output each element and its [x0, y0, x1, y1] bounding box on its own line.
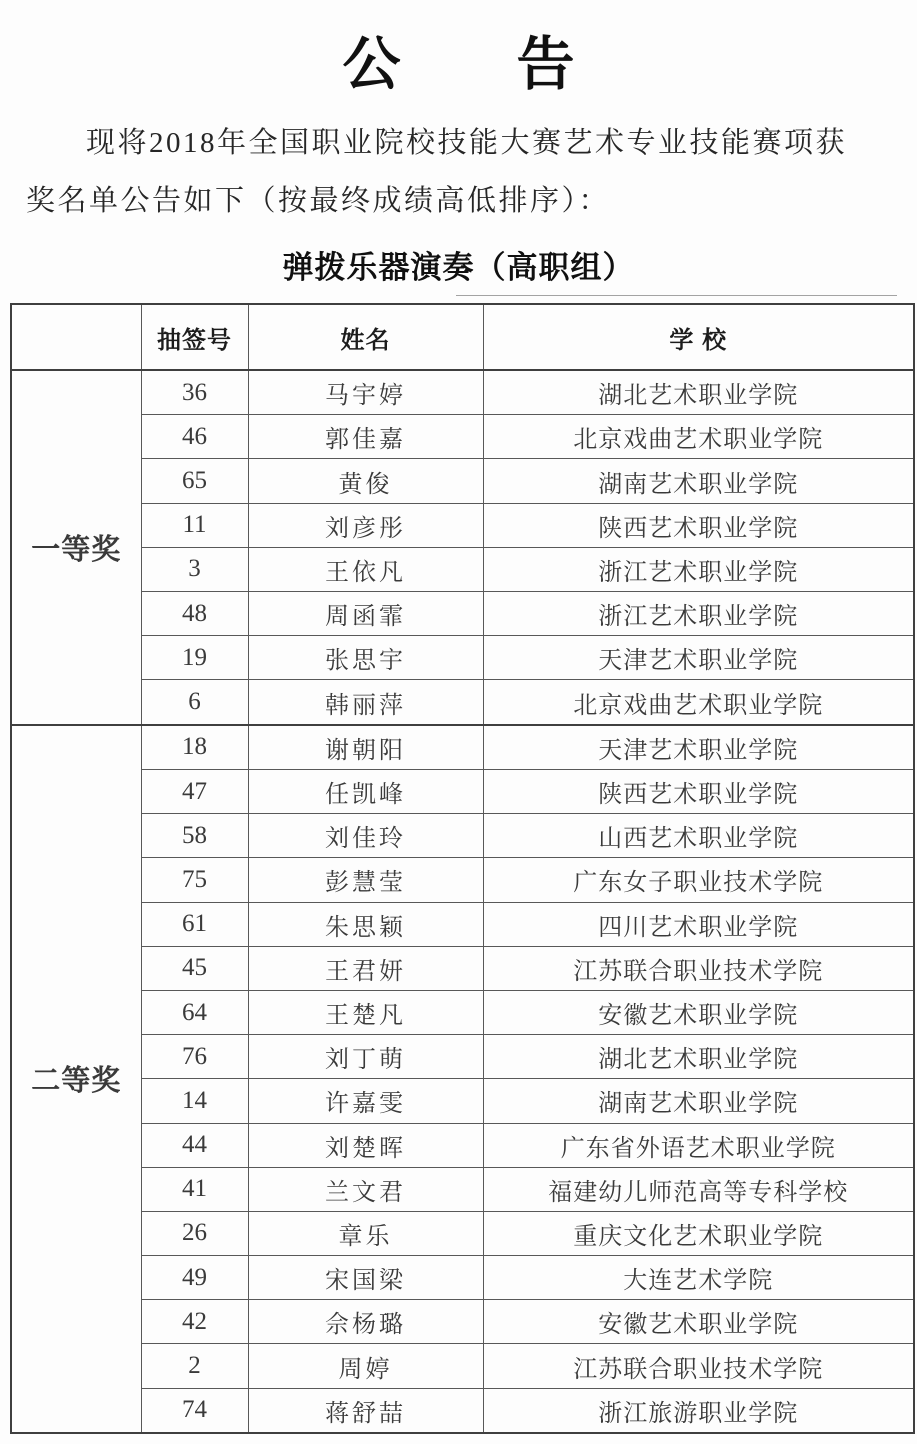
- header-draw-no: 抽签号: [141, 304, 248, 370]
- table-row: [11, 680, 914, 725]
- name-cell: 郭佳嘉: [248, 415, 483, 459]
- draw-no-cell: 44: [141, 1123, 248, 1167]
- school-cell: 广东省外语艺术职业学院: [483, 1123, 914, 1167]
- name-cell: 任凯峰: [248, 770, 483, 814]
- name-cell: 韩丽萍: [248, 680, 483, 725]
- intro-line-2: 奖名单公告如下（按最终成绩高低排序）：: [26, 185, 611, 217]
- draw-no-cell: 41: [141, 1167, 248, 1211]
- draw-no-cell: 45: [141, 946, 248, 990]
- school-cell: 山西艺术职业学院: [483, 814, 914, 858]
- draw-no-cell: 47: [141, 770, 248, 814]
- school-cell: 大连艺术学院: [483, 1256, 914, 1300]
- draw-no-cell: 26: [141, 1211, 248, 1255]
- school-cell: 北京戏曲艺术职业学院: [483, 680, 914, 725]
- table-row: [11, 1035, 914, 1079]
- school-cell: 天津艺术职业学院: [483, 725, 914, 770]
- table-row: [11, 547, 914, 591]
- name-cell: 王楚凡: [248, 990, 483, 1034]
- header-group-cell: [11, 304, 141, 370]
- name-cell: 周婷: [248, 1344, 483, 1388]
- name-cell: 章乐: [248, 1211, 483, 1255]
- draw-no-cell: 36: [141, 370, 248, 415]
- school-cell: 北京戏曲艺术职业学院: [483, 415, 914, 459]
- school-cell: 广东女子职业技术学院: [483, 858, 914, 902]
- school-cell: 浙江旅游职业学院: [483, 1388, 914, 1433]
- school-cell: 湖南艺术职业学院: [483, 1079, 914, 1123]
- name-cell: 彭慧莹: [248, 858, 483, 902]
- name-cell: 许嘉雯: [248, 1079, 483, 1123]
- name-cell: 马宇婷: [248, 370, 483, 415]
- draw-no-cell: 11: [141, 503, 248, 547]
- school-cell: 湖北艺术职业学院: [483, 370, 914, 415]
- school-cell: 重庆文化艺术职业学院: [483, 1211, 914, 1255]
- table-header-row: [11, 304, 914, 370]
- name-cell: 张思宇: [248, 636, 483, 680]
- name-cell: 刘彦彤: [248, 503, 483, 547]
- name-cell: 宋国梁: [248, 1256, 483, 1300]
- draw-no-cell: 46: [141, 415, 248, 459]
- school-cell: 四川艺术职业学院: [483, 902, 914, 946]
- draw-no-cell: 48: [141, 592, 248, 636]
- draw-no-cell: 65: [141, 459, 248, 503]
- school-cell: 江苏联合职业技术学院: [483, 946, 914, 990]
- table-row: [11, 592, 914, 636]
- section-title: 弹拨乐器演奏（高职组）: [282, 250, 635, 285]
- table-row: [11, 1256, 914, 1300]
- draw-no-cell: 14: [141, 1079, 248, 1123]
- award-group-first-prize: 一等奖: [11, 370, 141, 725]
- table-row: [11, 770, 914, 814]
- school-cell: 浙江艺术职业学院: [483, 592, 914, 636]
- name-cell: 王君妍: [248, 946, 483, 990]
- name-cell: 刘楚晖: [248, 1123, 483, 1167]
- intro-line-1: 现将2018年全国职业院校技能大赛艺术专业技能赛项获: [86, 127, 848, 159]
- name-cell: 王依凡: [248, 547, 483, 591]
- school-cell: 天津艺术职业学院: [483, 636, 914, 680]
- school-cell: 陕西艺术职业学院: [483, 503, 914, 547]
- draw-no-cell: 61: [141, 902, 248, 946]
- table-row: [11, 858, 914, 902]
- table-row: [11, 902, 914, 946]
- draw-no-cell: 49: [141, 1256, 248, 1300]
- name-cell: 黄俊: [248, 459, 483, 503]
- table-row: [11, 1388, 914, 1433]
- table-row: [11, 636, 914, 680]
- name-cell: 周函霏: [248, 592, 483, 636]
- table-row: [11, 1344, 914, 1388]
- draw-no-cell: 18: [141, 725, 248, 770]
- table-row: [11, 1300, 914, 1344]
- table-row: [11, 946, 914, 990]
- header-school: 学 校: [483, 304, 914, 370]
- name-cell: 刘佳玲: [248, 814, 483, 858]
- school-cell: 湖北艺术职业学院: [483, 1035, 914, 1079]
- table-row: [11, 370, 914, 415]
- announcement-title: 公 告: [342, 32, 575, 97]
- name-cell: 蒋舒喆: [248, 1388, 483, 1433]
- name-cell: 佘杨璐: [248, 1300, 483, 1344]
- school-cell: 安徽艺术职业学院: [483, 990, 914, 1034]
- draw-no-cell: 74: [141, 1388, 248, 1433]
- school-cell: 湖南艺术职业学院: [483, 459, 914, 503]
- table-row: [11, 725, 914, 770]
- draw-no-cell: 64: [141, 990, 248, 1034]
- name-cell: 朱思颖: [248, 902, 483, 946]
- table-row: [11, 1123, 914, 1167]
- table-row: [11, 1211, 914, 1255]
- draw-no-cell: 19: [141, 636, 248, 680]
- draw-no-cell: 58: [141, 814, 248, 858]
- school-cell: 江苏联合职业技术学院: [483, 1344, 914, 1388]
- table-row: [11, 415, 914, 459]
- name-cell: 谢朝阳: [248, 725, 483, 770]
- award-group-second-prize: 二等奖: [11, 725, 141, 1433]
- horizontal-rule: [456, 295, 897, 296]
- table-row: [11, 1079, 914, 1123]
- school-cell: 陕西艺术职业学院: [483, 770, 914, 814]
- draw-no-cell: 2: [141, 1344, 248, 1388]
- table-row: [11, 814, 914, 858]
- header-name: 姓名: [248, 304, 483, 370]
- draw-no-cell: 3: [141, 547, 248, 591]
- table-row: [11, 990, 914, 1034]
- award-winners-table: [10, 303, 915, 1434]
- school-cell: 浙江艺术职业学院: [483, 547, 914, 591]
- name-cell: 兰文君: [248, 1167, 483, 1211]
- draw-no-cell: 42: [141, 1300, 248, 1344]
- school-cell: 安徽艺术职业学院: [483, 1300, 914, 1344]
- name-cell: 刘丁萌: [248, 1035, 483, 1079]
- draw-no-cell: 76: [141, 1035, 248, 1079]
- draw-no-cell: 75: [141, 858, 248, 902]
- table-row: [11, 1167, 914, 1211]
- school-cell: 福建幼儿师范高等专科学校: [483, 1167, 914, 1211]
- table-row: [11, 459, 914, 503]
- draw-no-cell: 6: [141, 680, 248, 725]
- table-row: [11, 503, 914, 547]
